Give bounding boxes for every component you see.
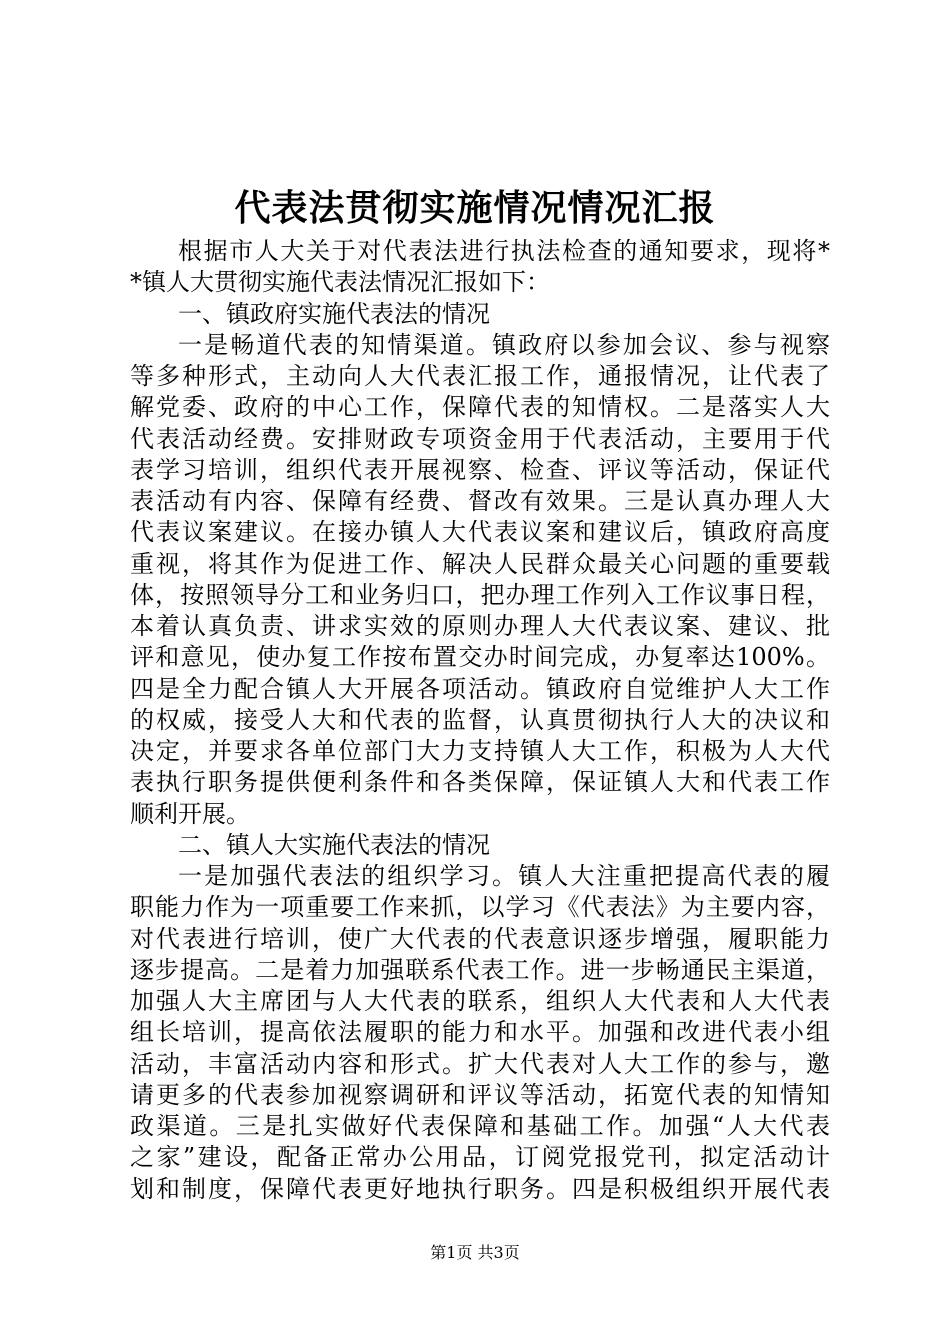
paragraph-line: 之家”建设，配备正常办公用品，订阅党报党刊，拟定活动计	[130, 1143, 830, 1172]
paragraph-line: 请更多的代表参加视察调研和评议等活动，拓宽代表的知情知	[130, 1080, 830, 1109]
paragraph-line: 表学习培训，组织代表开展视察、检查、评议等活动，保证代	[130, 455, 830, 484]
paragraph-line: 一是畅道代表的知情渠道。镇政府以参加会议、参与视察	[178, 330, 830, 359]
paragraph-line: 解党委、政府的中心工作，保障代表的知情权。二是落实人大	[130, 393, 830, 422]
paragraph-line: 逐步提高。二是着力加强联系代表工作。进一步畅通民主渠道，	[130, 955, 830, 984]
paragraph-line: 决定，并要求各单位部门大力支持镇人大工作，积极为人大代	[130, 737, 830, 765]
paragraph-line: 组长培训，提高依法履职的能力和水平。加强和改进代表小组	[130, 1018, 830, 1047]
paragraph-line: 等多种形式，主动向人大代表汇报工作，通报情况，让代表了	[130, 362, 830, 390]
paragraph-line: 对代表进行培训，使广大代表的代表意识逐步增强，履职能力	[130, 924, 830, 953]
paragraph-line: 表活动有内容、保障有经费、督改有效果。三是认真办理人大	[130, 487, 830, 515]
paragraph-line: 评和意见，使办复工作按布置交办时间完成，办复率达100%。	[130, 643, 830, 672]
section-heading: 二、镇人大实施代表法的情况	[178, 830, 490, 859]
paragraph-line: 政渠道。三是扎实做好代表保障和基础工作。加强“人大代表	[130, 1112, 830, 1140]
section-heading: 一、镇政府实施代表法的情况	[178, 299, 490, 328]
paragraph-line: 代表活动经费。安排财政专项资金用于代表活动，主要用于代	[130, 424, 830, 453]
paragraph-line: 职能力作为一项重要工作来抓，以学习《代表法》为主要内容，	[130, 893, 830, 922]
paragraph-line: 代表议案建议。在接办镇人大代表议案和建议后，镇政府高度	[130, 518, 830, 547]
document-title: 代表法贯彻实施情况情况汇报	[234, 187, 716, 229]
paragraph-line: 顺利开展。	[130, 799, 250, 828]
page-number: 第1页 共3页	[430, 1243, 520, 1262]
paragraph-line: 本着认真负责、讲求实效的原则办理人大代表议案、建议、批	[130, 612, 830, 640]
paragraph-line: 活动，丰富活动内容和形式。扩大代表对人大工作的参与，邀	[130, 1049, 830, 1078]
paragraph-line: 体，按照领导分工和业务归口，把办理工作列入工作议事日程，	[130, 580, 830, 609]
paragraph-line: 的权威，接受人大和代表的监督，认真贯彻执行人大的决议和	[130, 705, 830, 734]
paragraph-line: 根据市人大关于对代表法进行执法检查的通知要求，现将*	[178, 237, 830, 265]
paragraph-line: 表执行职务提供便利条件和各类保障，保证镇人大和代表工作	[130, 768, 830, 797]
paragraph-line: *镇人大贯彻实施代表法情况汇报如下：	[130, 268, 550, 297]
paragraph-line: 重视，将其作为促进工作、解决人民群众最关心问题的重要载	[130, 549, 830, 578]
paragraph-line: 加强人大主席团与人大代表的联系，组织人大代表和人大代表	[130, 987, 830, 1015]
paragraph-line: 四是全力配合镇人大开展各项活动。镇政府自觉维护人大工作	[130, 674, 830, 703]
paragraph-line: 划和制度，保障代表更好地执行职务。四是积极组织开展代表	[130, 1174, 830, 1203]
paragraph-line: 一是加强代表法的组织学习。镇人大注重把提高代表的履	[178, 862, 830, 890]
document-body	[130, 236, 830, 1205]
